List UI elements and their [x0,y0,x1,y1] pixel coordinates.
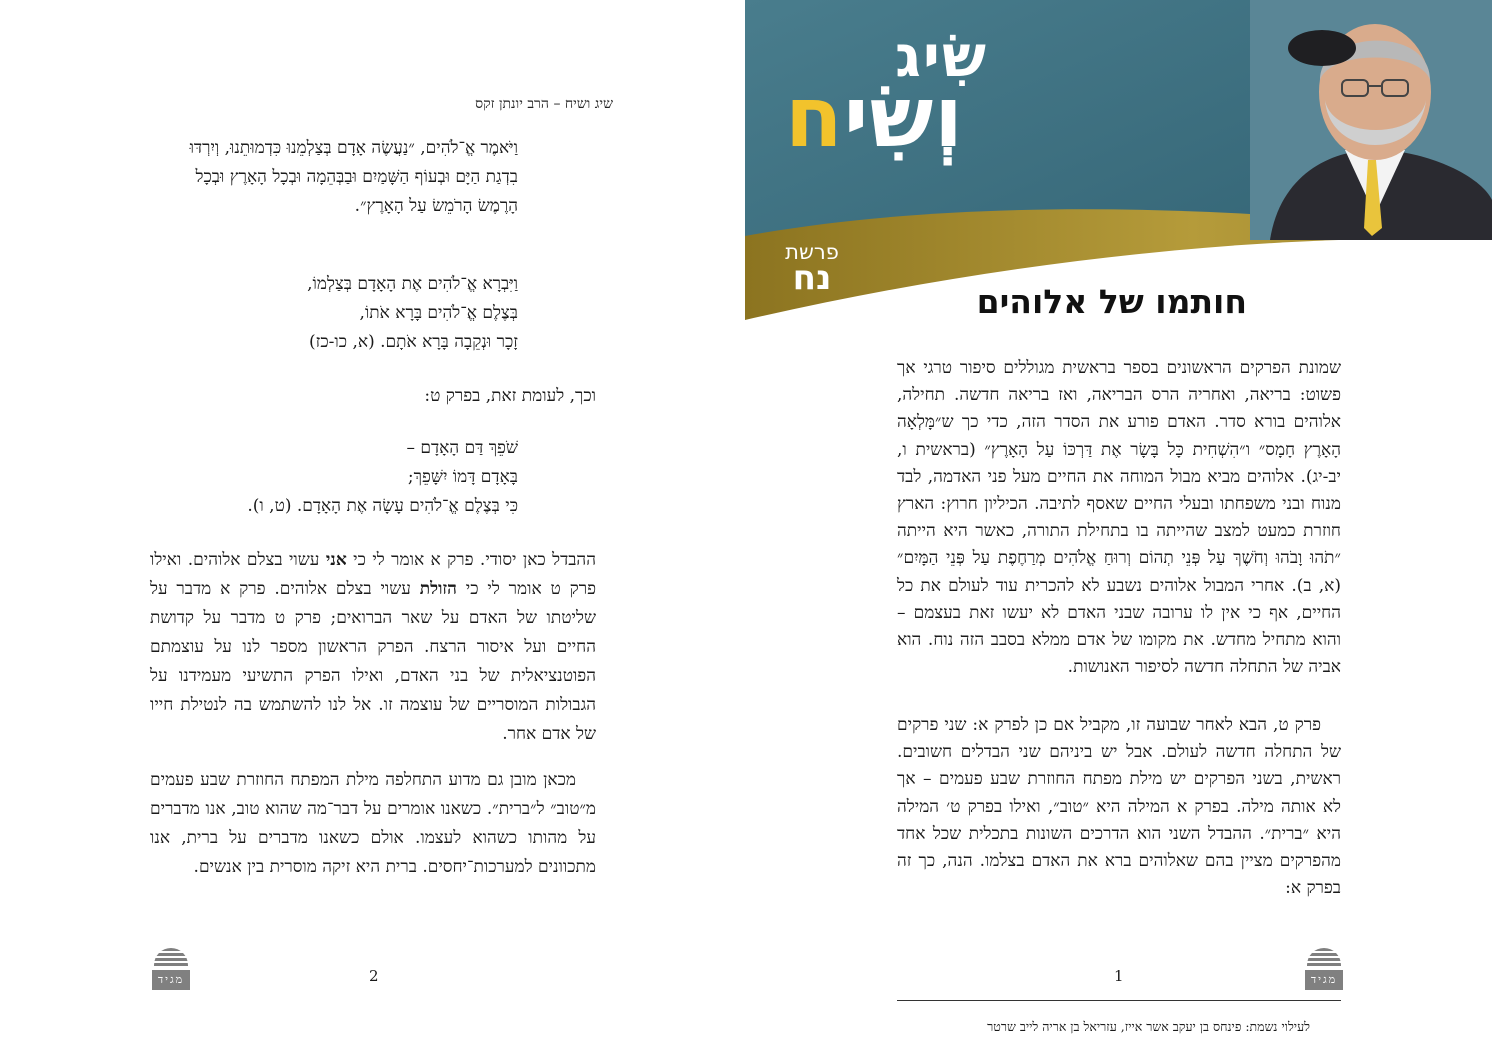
author-portrait [1250,0,1492,240]
series-logo-main [785,68,964,166]
verse-line: שֹׁפֵךְ דַּם הָאָדָם – [406,438,518,458]
publisher-logo-label: מגיד [152,970,190,990]
page-number: 1 [1114,967,1124,985]
verse-line: בִדְגַת הַיָּם וּבְעוֹף הַשָּׁמַיִם וּבַבְּהֵמָה וּבְכָל הָאָרֶץ וּבְכָל [195,167,518,187]
right-paragraph-2: פרק ט, הבא לאחר שבועה זו, מקביל אם כן לפרק א: שני פרקים של התחלה חדשה לעולם. אבל יש ביניהם שני הבדלים חשובים. ראשית, בשני הפרקים יש מילת מפתח החוזרת שבע פעמים – אך לא אותה מילה. בפרק א המילה היא ״טוב״, ואילו בפרק ט׳ המילה היא ״ברית״. ההבדל השני הוא הדרכים השונות בתכלית שכל אחד מהפרקים מציין בהם שאלוהים ברא את האדם בצלמו. הנה, כך זה בפרק א: [897,715,1341,899]
emphasis: אני [325,550,347,570]
verse-line: הָרֶמֶשׂ הָרֹמֵשׂ עַל הָאָרֶץ״. [354,196,518,216]
text-run: עשוי בצלם אלוהים. פרק א מדבר על שליטתו של האדם על שאר הברואים; פרק ט מדבר על קדושת החיים ועל איסור הרצח. הפרק הראשון מספר לנו על עוצמתם הפוטנציאלית של בני האדם, ואילו הפרק התשיעי מעמידנו על הגבולות המוסריים של עוצמה זו. אל לנו להשתמש בה לנטילת חייו של אדם אחר. [150,579,596,744]
series-logo-accent: ח [785,68,844,166]
verse-block-1 [72,134,518,221]
verse-block-2 [72,270,518,357]
running-header: שיג ושיח – הרב יונתן זקס [475,96,613,112]
dome-icon [154,948,188,968]
article-title: חותמו של אלוהים [976,282,1247,321]
verse-line: זָכָר וּנְקֵבָה בָּרָא אֹתָם. (א, כו-כז) [308,332,518,352]
page-number: 2 [369,967,379,985]
verse-block-3 [72,434,518,521]
verse-line: בָּאָדָם דָּמוֹ יִשָּׁפֵךְ; [407,467,518,487]
verse-line: בְּצֶלֶם אֱ־לֹהִים בָּרָא אֹתוֹ, [359,303,518,323]
parasha-name: נח [792,258,832,298]
dedication: לעילוי נשמת: פינחס בן יעקב אשר אייז, עזריאל בן אריה לייב שרטר [987,1019,1310,1034]
verse-line: וַיִּבְרָא אֱ־לֹהִים אֶת הָאָדָם בְּצַלְמוֹ, [307,274,518,294]
parasha-label: פרשת [785,240,839,264]
text-run: עשוי בצלם אלוהים. ואילו פרק ט אומר לי כי [150,550,596,599]
right-page [745,0,1492,1058]
series-logo-top: שִׂיג [895,22,988,90]
left-page [0,0,745,1058]
emphasis: הזולת [419,579,457,599]
left-paragraph-1 [150,546,596,749]
left-paragraph-2: מכאן מובן גם מדוע התחלפה מילת המפתח החוזרת שבע פעמים מ״טוב״ ל״ברית״. כשאנו אומרים על דבר־מה שהוא טוב, אנו מדברים על מהותו כשהוא לעצמו. אולם כשאנו מדברים על ברית, אנו מתכוונים למערכות־יחסים. ברית היא זיקה מוסרית בין אנשים. [150,770,596,877]
verse-line: כִּי בְּצֶלֶם אֱ־לֹהִים עָשָׂה אֶת הָאָדָם. (ט, ו). [247,496,518,516]
publisher-logo-label: מגיד [1305,970,1343,990]
right-paragraph-1: שמונת הפרקים הראשונים בספר בראשית מגוללים סיפור טרגי אך פשוט: בריאה, ואחריה הרס הבריאה, ואז בריאה חדשה. תחילה, אלוהים בורא סדר. האדם פורע את הסדר הזה, כדי כך ש״מָּלְאָה הָאָרֶץ חָמָס״ ו״הִשְׁחִית כָּל בָּשָׂר אֶת דַּרְכּוֹ עַל הָאָרֶץ״ (בראשית ו, יב-יג). אלוהים מביא מבול המוחה את החיים מעל פני האדמה, לבד מנוח ובני משפחתו ובעלי החיים שאסף לתיבה. הכיליון חרוץ: הארץ חוזרת כמעט למצב שהייתה בו בתחילת התורה, כאשר היא הייתה ״תֹהוּ וָבֹהוּ וְחֹשֶׁךְ עַל פְּנֵי תְהוֹם וְרוּחַ אֱלֹהִים מְרַחֶפֶת עַל פְּנֵי הַמָּיִם״ (א, ב). אחרי המבול אלוהים נשבע לא להכרית עוד לעולם את כל החיים, אף כי אין לו ערובה שבני האדם לא יעשו זאת בעצמם – והוא מתחיל מחדש. את מקומו של אדם ממלא בסבב הזה נוח. הוא אביה של התחלה חדשה לסיפור האנושות. [897,358,1341,678]
verse-line: וַיֹּאמֶר אֱ־לֹהִים, ״נַעֲשֶׂה אָדָם בְּצַלְמֵנוּ כִּדְמוּתֵנוּ, וְיִרְדּוּ [189,138,518,158]
publisher-logo [152,948,190,990]
series-banner [745,0,1492,322]
dome-icon [1307,948,1341,968]
publisher-logo [1305,948,1343,990]
series-logo-part: וְשִׂי [843,68,964,166]
intro-line: וכך, לעומת זאת, בפרק ט: [424,386,596,406]
footer-divider [897,1000,1341,1001]
text-run: ההבדל כאן יסודי. פרק א אומר לי כי [346,550,596,570]
